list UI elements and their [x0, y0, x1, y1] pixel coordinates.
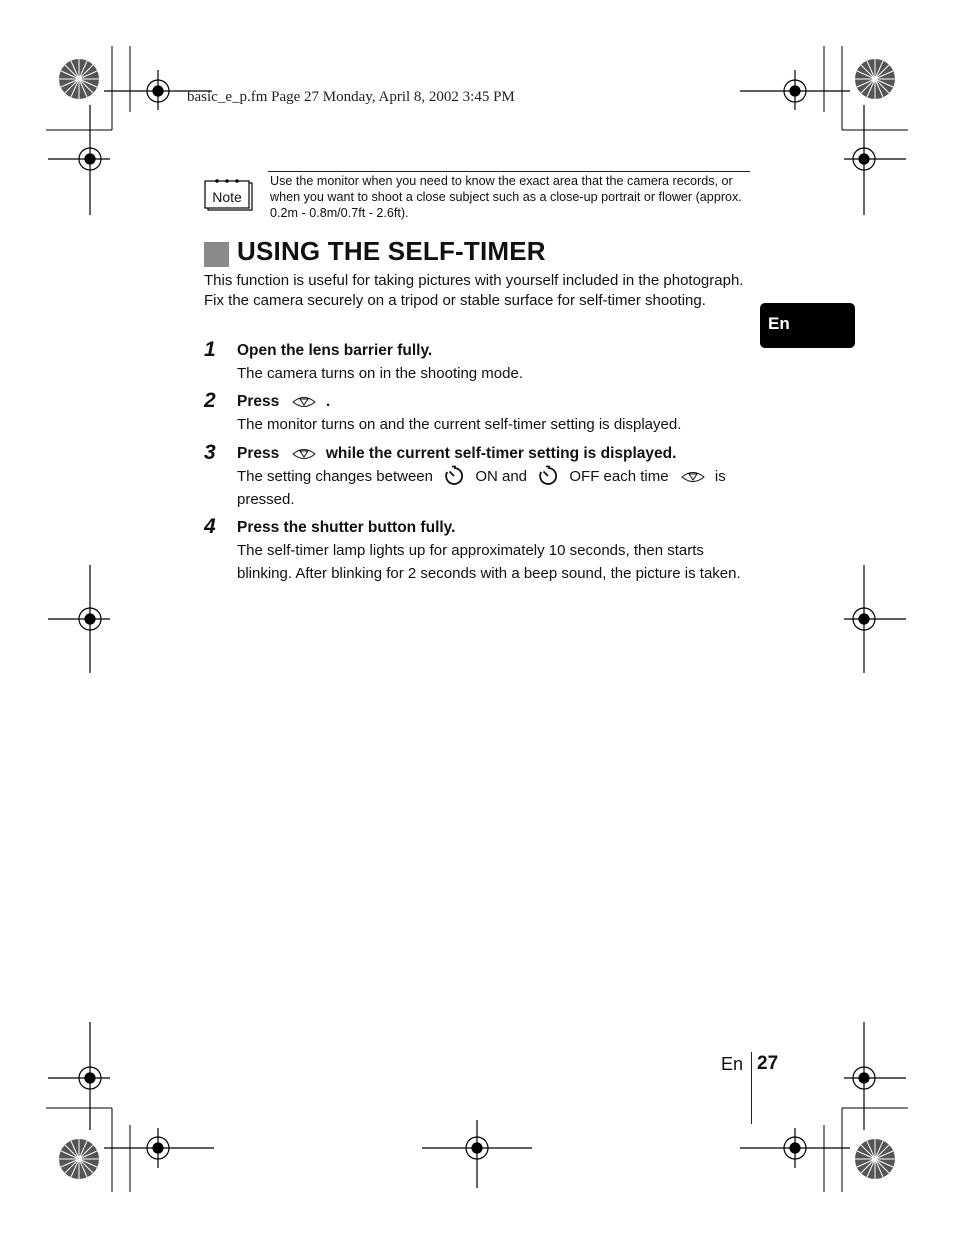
registration-mark-icon — [740, 1128, 850, 1168]
section-intro: This function is useful for taking pictures with yourself included in the photograph. Fix the camera securely on a tripod or stable surface for self-timer shooting. — [204, 272, 744, 309]
starburst-target-icon — [855, 59, 895, 99]
self-timer-icon — [537, 465, 559, 487]
registration-mark-icon — [48, 1022, 110, 1130]
step-title: Press the shutter button fully. — [237, 519, 456, 536]
language-tab-label: En — [768, 314, 790, 333]
registration-mark-icon — [48, 105, 110, 215]
note-text: Use the monitor when you need to know the exact area that the camera records, or when you want to shoot a close subject such as a close-up portrait or flower (approx. 0.2m - 0.8m/0.7ft - 2.6ft). — [270, 174, 742, 220]
step-desc-text: The setting changes between — [237, 468, 433, 485]
step-number: 4 — [204, 515, 216, 538]
step-number: 2 — [204, 389, 216, 412]
step-title — [237, 444, 676, 464]
step-title-text: Press — [237, 393, 280, 410]
step-desc-text: OFF each time — [569, 468, 669, 485]
heading-marker — [204, 242, 229, 267]
step-description — [237, 465, 749, 511]
starburst-target-icon — [855, 1139, 895, 1179]
down-arrow-button-icon — [292, 446, 316, 462]
footer-divider — [751, 1052, 752, 1124]
starburst-target-icon — [59, 59, 99, 99]
page-number: 27 — [757, 1053, 779, 1074]
footer-language: En — [721, 1054, 744, 1074]
step-desc-text: ON and — [475, 468, 528, 485]
registration-mark-icon — [740, 70, 850, 110]
step-number: 1 — [204, 338, 216, 361]
down-arrow-button-icon — [292, 394, 316, 410]
step-number: 3 — [204, 441, 216, 464]
down-arrow-button-icon — [681, 469, 705, 485]
step-title-text: Press — [237, 445, 280, 462]
starburst-target-icon — [59, 1139, 99, 1179]
self-timer-icon — [443, 465, 465, 487]
step-description: The self-timer lamp lights up for approximately 10 seconds, then starts blinking. After blinking for 2 seconds with a beep sound, the picture is taken. — [237, 542, 741, 582]
registration-mark-icon — [844, 1022, 906, 1130]
step-title-text: while the current self-timer setting is displayed. — [325, 445, 677, 462]
step-desc-text: is pressed. — [237, 468, 726, 508]
registration-mark-icon — [48, 565, 110, 673]
note-top-rule — [268, 171, 750, 172]
step-description: The camera turns on in the shooting mode. — [237, 365, 523, 382]
file-header: basic_e_p.fm Page 27 Monday, April 8, 2002 3:45 PM — [187, 89, 515, 105]
section-heading: USING THE SELF-TIMER — [237, 236, 546, 266]
note-icon-label: Note — [212, 189, 242, 205]
step-title: Open the lens barrier fully. — [237, 342, 433, 359]
step-title — [237, 392, 330, 412]
registration-mark-icon — [104, 1128, 214, 1168]
registration-mark-icon — [422, 1120, 532, 1188]
note-pad-icon — [204, 178, 254, 212]
step-description: The monitor turns on and the current self-timer setting is displayed. — [237, 416, 682, 433]
registration-mark-icon — [844, 105, 906, 215]
step-title-text: . — [325, 393, 331, 410]
registration-mark-icon — [844, 565, 906, 673]
